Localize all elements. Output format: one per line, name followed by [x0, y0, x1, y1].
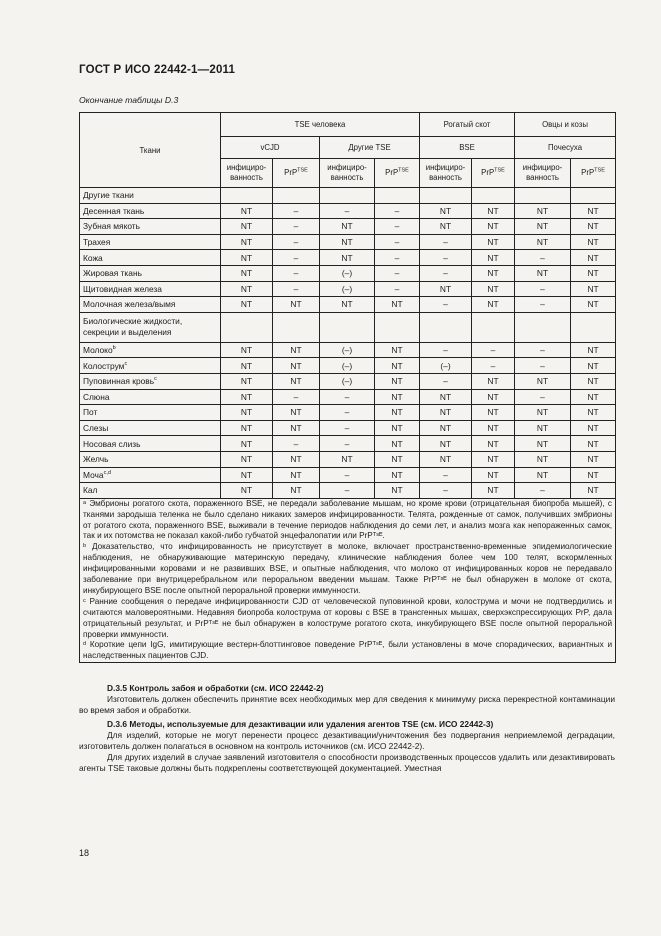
footnote-c: ᶜ Ранние сообщения о передаче инфицированности CJD от человеческой пуповинной крови, колострума и мочи не подтвердились и считаются маловероятными. Недавняя биопроба колострума от коровы с BSE в трансгенных мышах, сверхэкспрессирующих PrP, дала отрицательный результат, и PrPᵀˢᴱ не был обнаружен в колоструме рогатого скота, инкубирующего BSE после опытной пероральной проверки иммунности. [83, 596, 613, 639]
table-cell: NT [472, 451, 515, 467]
table-cell: – [472, 358, 515, 374]
table-cell: NT [515, 373, 571, 389]
table-cell: NT [273, 405, 320, 421]
table-cell: NT [515, 265, 571, 281]
table-row [80, 188, 616, 204]
tissue-name: Жировая ткань [80, 265, 221, 281]
table-cell [420, 188, 472, 204]
group-header-cattle: Рогатый скот [420, 113, 515, 137]
table-cell: – [420, 265, 472, 281]
table-cell: – [273, 436, 320, 452]
table-cell: NT [571, 420, 616, 436]
table-cell: – [320, 483, 375, 499]
table-cell: NT [571, 203, 616, 219]
table-cell [320, 312, 375, 342]
tissue-name: Щитовидная железа [80, 281, 221, 297]
table-cell: – [320, 467, 375, 483]
table-cell: NT [273, 467, 320, 483]
table-cell: – [375, 234, 420, 250]
tissue-name: Носовая слизь [80, 436, 221, 452]
table-cell: – [420, 297, 472, 313]
table-cell [320, 188, 375, 204]
table-cell [375, 188, 420, 204]
table-cell: NT [571, 436, 616, 452]
table-cell: – [320, 203, 375, 219]
table-cell: NT [571, 389, 616, 405]
table-row [80, 312, 616, 342]
table-cell: NT [375, 342, 420, 358]
tissue-name: Желчь [80, 451, 221, 467]
table-cell: NT [571, 234, 616, 250]
table-cell: NT [571, 342, 616, 358]
table-cell: NT [515, 451, 571, 467]
table-cell: – [515, 389, 571, 405]
table-cell: (–) [320, 342, 375, 358]
tissue-name: Десенная ткань [80, 203, 221, 219]
table-cell: NT [375, 297, 420, 313]
table-cell: NT [472, 467, 515, 483]
table-cell: NT [571, 467, 616, 483]
footnote-d: ᵈ Короткие цепи IgG, имитирующие вестерн-блоттинговое поведение PrPᵀˢᴱ, были установлены в моче спорадических, вариантных и наследственных пациентов CJD. [83, 640, 613, 661]
table-cell: NT [320, 250, 375, 266]
table-cell: NT [571, 265, 616, 281]
table-cell: NT [221, 389, 273, 405]
table-cell: – [420, 342, 472, 358]
table-cell: NT [221, 250, 273, 266]
table-cell [515, 312, 571, 342]
table-cell: NT [420, 389, 472, 405]
section-d36-text2: Для других изделий в случае заявлений изготовителя о способности производственных процессов удалить или дезактивировать агенты TSE таковые должны быть подкреплены соответствующей документацией. Уместная [79, 752, 615, 773]
table-cell: – [472, 342, 515, 358]
subgroup-header-other-tse: Другие TSE [320, 137, 420, 159]
table-row [80, 297, 616, 313]
table-cell: NT [571, 483, 616, 499]
table-row [80, 405, 616, 421]
group-header-sheep-goats: Овцы и козы [515, 113, 616, 137]
table-row [80, 281, 616, 297]
col-header-infectivity: инфициро-ванность [515, 159, 571, 188]
table-cell: – [375, 265, 420, 281]
table-cell: NT [420, 436, 472, 452]
table-cell: – [515, 297, 571, 313]
table-cell: – [375, 219, 420, 235]
footnote-b: ᵇ Доказательство, что инфицированность не присутствует в молоке, включает пространственно-временные эпидемиологические наблюдения, не обнаруживающие материнскую передачу, клинические наблюдения более чем 100 телят, вскормленных инфицированными коровами и не развивших BSE, и опытные наблюдения, что молоко от инфицированных коров не передавало заболевание при внутрицеребральном или пероральном введении мышам. Также PrPᵀˢᴱ не был обнаружен в молоке от скота, инкубирующего BSE после опытной пероральной проверки иммунности. [83, 542, 613, 595]
table-cell: NT [515, 467, 571, 483]
table-cell: NT [515, 436, 571, 452]
table-cell: NT [571, 358, 616, 374]
table-cell: (–) [320, 281, 375, 297]
table-row [80, 358, 616, 374]
table-cell: (–) [320, 373, 375, 389]
table-cell: – [273, 203, 320, 219]
table-cell: NT [472, 483, 515, 499]
table-cell: NT [221, 297, 273, 313]
table-cell: NT [571, 297, 616, 313]
table-cell [515, 188, 571, 204]
table-cell: – [320, 405, 375, 421]
table-row [80, 420, 616, 436]
table-cell [472, 188, 515, 204]
page-number: 18 [79, 848, 90, 858]
tissue-name: Слезы [80, 420, 221, 436]
table-cell: NT [472, 265, 515, 281]
group-header-human-tse: TSE человека [221, 113, 420, 137]
table-cell: NT [320, 451, 375, 467]
table-cell: NT [571, 373, 616, 389]
tissue-name: Кал [80, 483, 221, 499]
table-cell: – [515, 483, 571, 499]
table-cell: NT [221, 281, 273, 297]
section-d36-title: D.3.6 Методы, используемые для дезактивации или удаления агентов TSE (см. ИСО 22442-3) [107, 719, 494, 729]
tissue-name: Биологические жидкости, секреции и выделения [80, 312, 221, 342]
table-cell: NT [273, 373, 320, 389]
table-cell: NT [375, 389, 420, 405]
table-cell: NT [375, 467, 420, 483]
table-cell: (–) [320, 265, 375, 281]
table-cell: NT [472, 389, 515, 405]
table-cell: NT [273, 297, 320, 313]
subgroup-header-scrapie: Почесуха [515, 137, 616, 159]
table-cell [571, 188, 616, 204]
table-cell: – [375, 281, 420, 297]
sections-block [79, 683, 615, 774]
table-cell: NT [420, 451, 472, 467]
table-cell: – [273, 219, 320, 235]
table-cell [375, 312, 420, 342]
table-cell: NT [472, 203, 515, 219]
table-cell: NT [221, 483, 273, 499]
table-cell: – [273, 281, 320, 297]
table-cell: NT [221, 373, 273, 389]
table-cell: – [320, 436, 375, 452]
footnote-a: ᵃ Эмбрионы рогатого скота, пораженного BSE, не передали заболевание мышам, но кроме крови (отрицательная биопроба мышей), с тканями зародыша теленка не было сделано никаких замеров инфицированности. Телята, рожденные от самок, получивших эмбрионы от рогатого скота, пораженного BSE, выживали в течение периодов наблюдения до семи лет, и анализ мозга как непораженных самок, так и их потомства не показал какой-либо губчатой энцефалопатии или PrPᵀˢᴱ. [83, 498, 613, 541]
table-cell [221, 188, 273, 204]
table-cell [221, 312, 273, 342]
table-cell: – [515, 342, 571, 358]
table-cell [273, 312, 320, 342]
table-cell: NT [571, 405, 616, 421]
table-row [80, 483, 616, 499]
tissue-name: Зубная мякоть [80, 219, 221, 235]
table-cell: – [375, 250, 420, 266]
tissue-name: Трахея [80, 234, 221, 250]
table-cell: – [320, 389, 375, 405]
table-cell: NT [515, 420, 571, 436]
document-header: ГОСТ Р ИСО 22442-1—2011 [79, 64, 236, 76]
tissue-name: Пуповинная кровь$^c$ [80, 373, 221, 389]
tissue-name: Пот [80, 405, 221, 421]
table-cell: NT [375, 405, 420, 421]
table-row [80, 467, 616, 483]
table-row [80, 451, 616, 467]
subgroup-header-bse: BSE [420, 137, 515, 159]
table-cell: NT [375, 451, 420, 467]
table-cell: NT [472, 297, 515, 313]
table-cell: NT [472, 234, 515, 250]
col-header-prp: PrP$^{TSE}$ [375, 159, 420, 188]
table-cell: NT [375, 483, 420, 499]
table-cell: NT [571, 250, 616, 266]
table-cell: NT [221, 342, 273, 358]
table-cell: NT [515, 219, 571, 235]
tissue-column-header: Ткани [80, 113, 221, 188]
table-cell: NT [221, 234, 273, 250]
table-cell: NT [273, 420, 320, 436]
table-cell [472, 312, 515, 342]
col-header-prp: PrP$^{TSE}$ [571, 159, 616, 188]
table-cell: NT [221, 420, 273, 436]
col-header-prp: PrP$^{TSE}$ [273, 159, 320, 188]
table-cell: NT [571, 451, 616, 467]
table-cell: NT [221, 219, 273, 235]
col-header-infectivity: инфициро-ванность [221, 159, 273, 188]
table-cell: NT [571, 219, 616, 235]
table-row [80, 265, 616, 281]
table-cell: NT [571, 281, 616, 297]
table-cell: NT [375, 436, 420, 452]
tissue-name: Слюна [80, 389, 221, 405]
table-cell: NT [472, 405, 515, 421]
table-cell [571, 312, 616, 342]
table-cell [420, 312, 472, 342]
table-cell: – [273, 265, 320, 281]
table-cell: NT [273, 451, 320, 467]
table-row [80, 250, 616, 266]
table-cell: – [420, 250, 472, 266]
table-cell: NT [472, 436, 515, 452]
table-cell: NT [472, 219, 515, 235]
table-row [80, 342, 616, 358]
table-cell: NT [221, 436, 273, 452]
col-header-infectivity: инфициро-ванность [320, 159, 375, 188]
table-row [80, 219, 616, 235]
table-cell: NT [515, 234, 571, 250]
tissue-infectivity-table [79, 112, 616, 663]
table-cell: NT [420, 405, 472, 421]
table-cell: – [375, 203, 420, 219]
tissue-name: Кожа [80, 250, 221, 266]
subgroup-header-vcjd: vCJD [221, 137, 320, 159]
table-cell: NT [420, 420, 472, 436]
table-cell: NT [420, 219, 472, 235]
table-cell: – [273, 389, 320, 405]
table-cell: – [420, 234, 472, 250]
table-cell: (–) [420, 358, 472, 374]
table-cell: NT [472, 250, 515, 266]
table-cell: NT [320, 297, 375, 313]
table-cell: – [515, 358, 571, 374]
table-cell: NT [375, 358, 420, 374]
table-cell: – [273, 250, 320, 266]
table-cell: – [515, 281, 571, 297]
table-cell: – [273, 234, 320, 250]
table-row [80, 389, 616, 405]
table-cell: NT [221, 451, 273, 467]
table-cell: NT [320, 219, 375, 235]
table-cell: (–) [320, 358, 375, 374]
table-cell: – [420, 483, 472, 499]
table-cell: NT [273, 342, 320, 358]
table-cell: – [420, 373, 472, 389]
table-row [80, 203, 616, 219]
table-cell: NT [420, 203, 472, 219]
table-cell: NT [273, 483, 320, 499]
table-cell: NT [221, 405, 273, 421]
table-cell: NT [420, 281, 472, 297]
table-cell: – [320, 420, 375, 436]
table-cell: NT [273, 358, 320, 374]
table-footnotes [80, 498, 616, 663]
tissue-name: Колострум$^c$ [80, 358, 221, 374]
table-cell: NT [221, 265, 273, 281]
table-cell: NT [472, 420, 515, 436]
table-cell: NT [221, 358, 273, 374]
table-cell: NT [375, 373, 420, 389]
table-cell: NT [375, 420, 420, 436]
col-header-infectivity: инфициро-ванность [420, 159, 472, 188]
table-cell: – [515, 250, 571, 266]
table-cell: NT [515, 203, 571, 219]
table-cell: NT [221, 203, 273, 219]
table-cell: NT [515, 405, 571, 421]
table-cell: NT [472, 373, 515, 389]
table-row [80, 373, 616, 389]
table-row [80, 436, 616, 452]
section-d35-title: D.3.5 Контроль забоя и обработки (см. ИСО 22442-2) [107, 683, 324, 693]
table-cell: NT [320, 234, 375, 250]
section-d35-text: Изготовитель должен обеспечить принятие всех необходимых мер для сведения к минимуму риска перекрестной контаминации во время забоя и обработки. [79, 694, 615, 715]
tissue-name: Другие ткани [80, 188, 221, 204]
table-row [80, 234, 616, 250]
table-cell [273, 188, 320, 204]
tissue-name: Моча$^{c,d}$ [80, 467, 221, 483]
tissue-name: Молоко$^b$ [80, 342, 221, 358]
table-cell: – [420, 467, 472, 483]
table-cell: NT [472, 281, 515, 297]
table-cell: NT [221, 467, 273, 483]
section-d36-text1: Для изделий, которые не могут перенести процесс дезактивации/уничтожения без подвергания неприемлемой деградации, изготовитель должен полагаться в основном на контроль источников (см. ИСО 22442-2). [79, 730, 615, 751]
table-caption: Окончание таблицы D.3 [79, 95, 179, 105]
col-header-prp: PrP$^{TSE}$ [472, 159, 515, 188]
tissue-name: Молочная железа/вымя [80, 297, 221, 313]
